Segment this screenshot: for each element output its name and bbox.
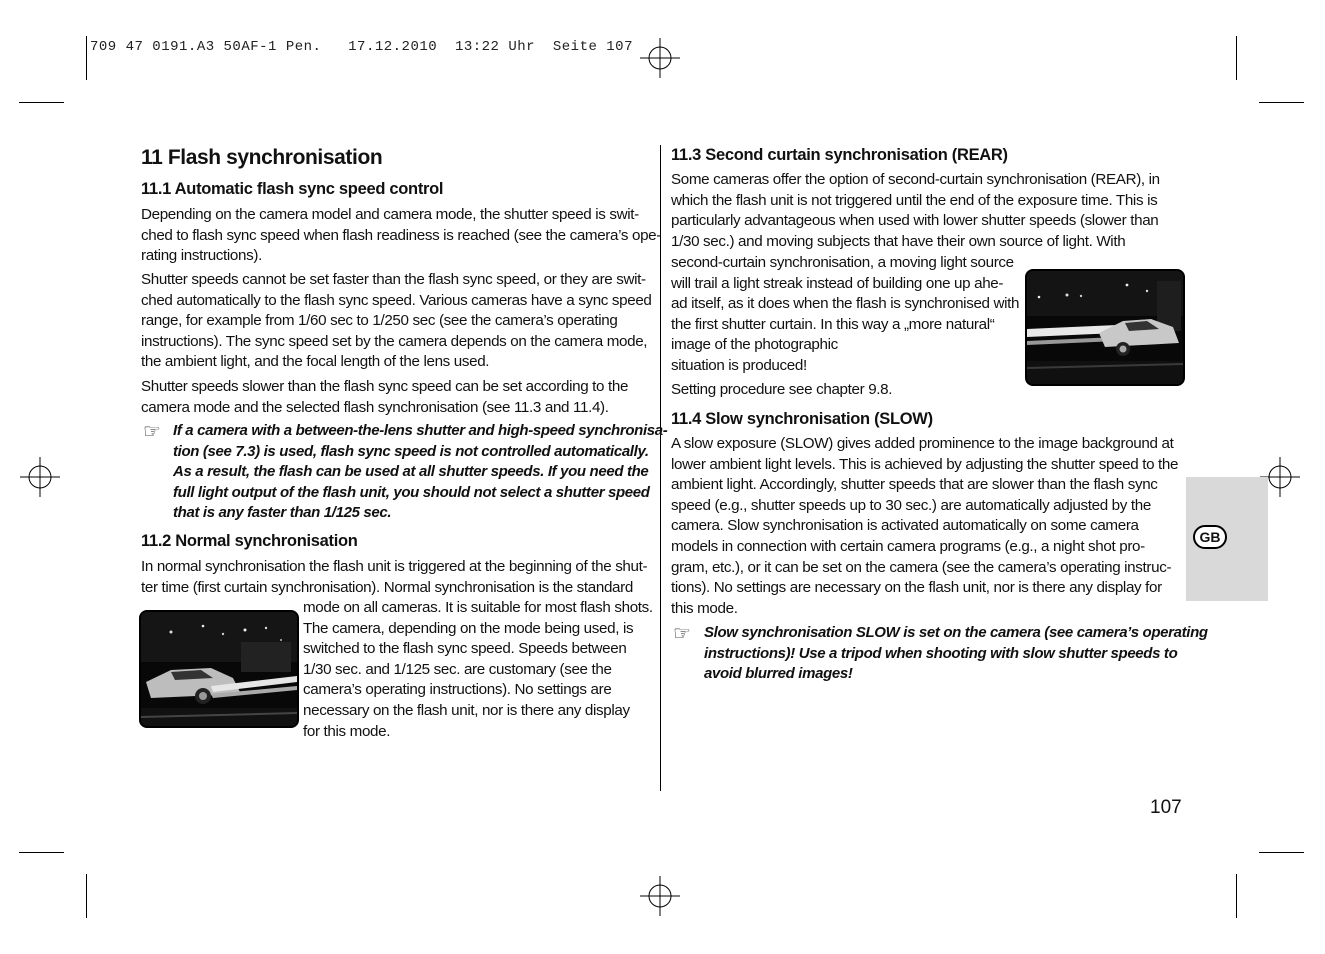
paragraph-11-1-c: Shutter speeds slower than the flash sync speed can be set according to the camera mode and the selected flash synchronisation (see 11.3 and 11.4). — [141, 378, 629, 416]
night-street-photo-normal-sync — [139, 610, 299, 728]
page-number: 107 — [1150, 797, 1182, 818]
paragraph-11-3-full: Some cameras offer the option of second-curtain synchronisation (REAR), in which the flash unit is not triggered until the end of the exposure time. This is particularly advantageous when used with lower shutter speeds (slower than 1/30 sec.) and moving subjects that have their own source of light. With — [671, 171, 1160, 250]
paragraph-11-2-wrap: mode on all cameras. It is suitable for most flash shots. The camera, depending on the mode being used, is switched to the flash sync speed. Speeds between 1/30 sec. and 1/125 sec. are customary (see the camera’s operating instructions). No settings are necessary on the flash unit, nor is there any display for this mode. — [303, 599, 653, 740]
pointing-hand-icon: ☞ — [143, 421, 161, 443]
section-heading-11-2: 11.2 Normal synchronisation — [141, 532, 358, 550]
night-street-photo-rear-sync — [1025, 269, 1185, 386]
registration-mark-icon — [20, 457, 60, 497]
note-11-4: Slow synchronisation SLOW is set on the camera (see camera’s operating instructions)! Use a tripod when shooting with slow shutter speeds to avoid blurred images! — [704, 624, 1208, 683]
section-heading-11-4: 11.4 Slow synchronisation (SLOW) — [671, 410, 933, 428]
note-11-1: If a camera with a between-the-lens shutter and high-speed synchronisa- tion (see 7.3) is used, flash sync speed is not controlled automatically. As a result, the flash can be used at all shutter speeds. If you need the full light output of the flash unit, you should not select a shutter speed that is any faster than 1/125 sec. — [173, 422, 668, 522]
chapter-title: 11 Flash synchronisation — [141, 146, 383, 169]
language-badge-gb: GB — [1193, 525, 1227, 549]
pointing-hand-icon: ☞ — [673, 623, 691, 645]
paragraph-11-4: A slow exposure (SLOW) gives added prominence to the image background at lower ambient light levels. This is achieved by adjusting the shutter speed to the ambient light. Accordingly, shutter speeds that are slower than the flash sync speed (e.g., shutter speeds up to 30 sec.) are automatically adjusted by the camera. Slow synchronisation is activated automatically on some camera models in connection with certain camera programs (e.g., a night shot pro- gram, etc.), or it can be set on the camera (see the camera’s operating instruc- tions). No settings are necessary on the flash unit, nor is there any display for this mode. — [671, 435, 1179, 617]
section-heading-11-1: 11.1 Automatic flash sync speed control — [141, 180, 444, 198]
paragraph-11-1-b: Shutter speeds cannot be set faster than the flash sync speed, or they are swit- ched automatically to the flash sync speed. Various cameras have a sync speed range, for example from 1/60 sec to 1/250 sec (see the camera’s operating instructions). The sync speed set by the camera depends on the camera mode, the ambient light, and the focal length of the lens used. — [141, 271, 652, 371]
setting-procedure-text: Setting procedure see chapter 9.8. — [671, 381, 893, 398]
paragraph-11-3-wrap: second-curtain synchronisation, a moving light source will trail a light streak instead of building one up ahe- ad itself, as it does when the flash is synchronised with the first shutter curtain. In this way a „more natural“ image of the photographic situation is produced! — [671, 254, 1020, 374]
paragraph-11-2-full: In normal synchronisation the flash unit is triggered at the beginning of the shut- ter time (first curtain synchronisation). Normal synchronisation is the standard — [141, 558, 648, 596]
section-heading-11-3: 11.3 Second curtain synchronisation (REAR) — [671, 146, 1008, 164]
print-header: 709 47 0191.A3 50AF-1 Pen. 17.12.2010 13:22 Uhr Seite 107 — [90, 39, 633, 55]
registration-mark-icon — [640, 876, 680, 916]
paragraph-11-1-a: Depending on the camera model and camera mode, the shutter speed is swit- ched to flash sync speed when flash readiness is reached (see the camera’s ope- rating instructions). — [141, 206, 661, 265]
registration-mark-icon — [640, 38, 680, 78]
